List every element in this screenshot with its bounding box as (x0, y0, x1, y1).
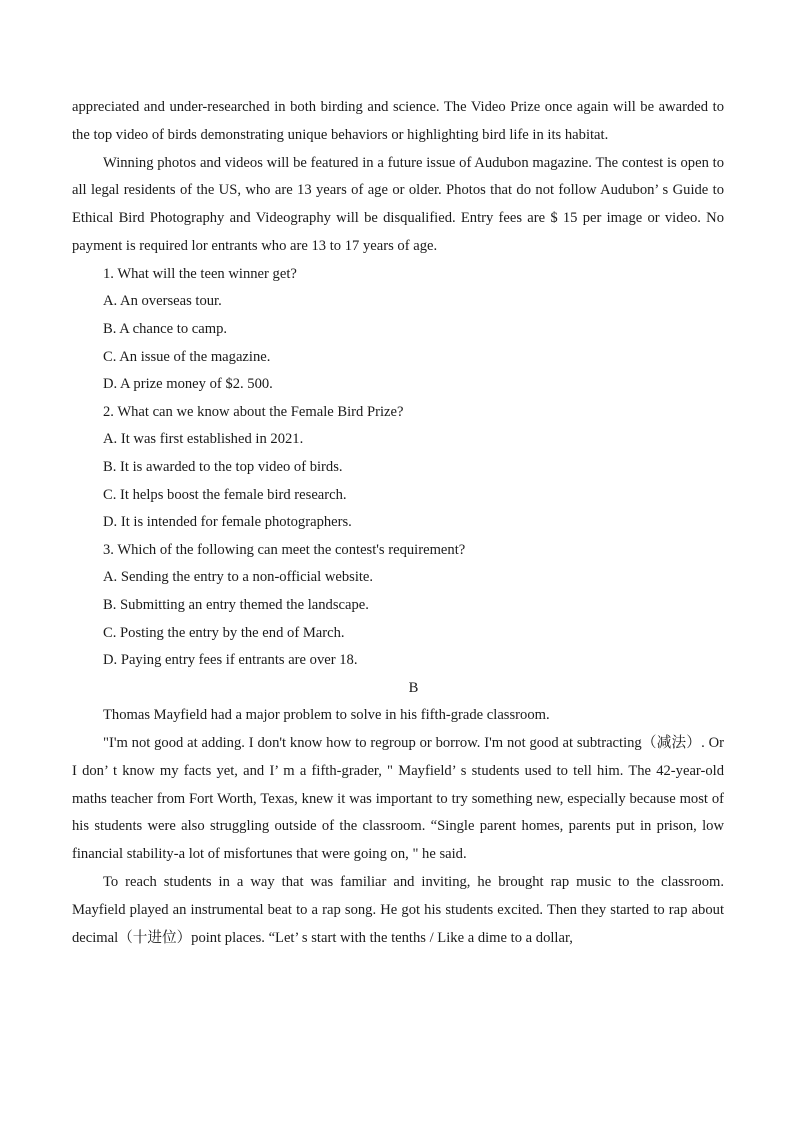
option-b: B. Submitting an entry themed the landscape. (103, 596, 369, 613)
option-c: C. Posting the entry by the end of March. (103, 624, 345, 641)
option-d: D. It is intended for female photographers. (103, 514, 352, 531)
passage-b-paragraph-1: Thomas Mayfield had a major problem to solve in his fifth-grade classroom. (103, 707, 550, 724)
question-3 (72, 537, 724, 675)
passage-b-paragraph-2: "I'm not good at adding. I don't know how to regroup or borrow. I'm not good at subtracting（减法）. Or I don’ t know my facts yet, and I’ m a fifth-grader, " Mayfield’ s students used to tell him. The 42-year-old maths teacher from Fort Worth, Texas, knew it was important to try something new, especially because most of his students were also struggling outside of the classroom. “Single parent homes, parents put in prison, low financial stability-a lot of misfortunes that were going on, " he said. (72, 735, 724, 863)
question-stem: 3. Which of the following can meet the contest's requirement? (103, 541, 466, 558)
question-stem: 1. What will the teen winner get? (103, 265, 297, 282)
document-page (72, 94, 724, 952)
passage-a-paragraph-1: appreciated and under-researched in both birding and science. The Video Prize once again will be awarded to the top video of birds demonstrating unique behaviors or highlighting bird life in its habitat. (72, 99, 724, 143)
question-stem: 2. What can we know about the Female Bird Prize? (103, 403, 404, 420)
option-b: B. A chance to camp. (103, 320, 228, 337)
passage-b-paragraph-3: To reach students in a way that was familiar and inviting, he brought rap music to the classroom. Mayfield played an instrumental beat to a rap song. He got his students excited. Then they started to rap about decimal（十进位）point places. “Let’ s start with the tenths / Like a dime to a dollar, (72, 874, 724, 946)
question-1 (72, 261, 724, 399)
passage-a-paragraph-2: Winning photos and videos will be featured in a future issue of Audubon magazine. The contest is open to all legal residents of the US, who are 13 years of age or older. Photos that do not follow Audubon’ s Guide to Ethical Bird Photography and Videography will be disqualified. Entry fees are $ 15 per image or video. No payment is required lor entrants who are 13 to 17 years of age. (72, 154, 724, 254)
option-a: A. An overseas tour. (103, 293, 222, 310)
option-b: B. It is awarded to the top video of birds. (103, 458, 343, 475)
option-c: C. An issue of the magazine. (103, 348, 271, 365)
option-d: D. A prize money of $2. 500. (103, 376, 273, 393)
option-d: D. Paying entry fees if entrants are over 18. (103, 652, 358, 669)
option-a: A. Sending the entry to a non-official website. (103, 569, 374, 586)
option-c: C. It helps boost the female bird research. (103, 486, 347, 503)
section-b-heading: B (408, 679, 419, 696)
option-a: A. It was first established in 2021. (103, 431, 304, 448)
question-2 (72, 399, 724, 537)
